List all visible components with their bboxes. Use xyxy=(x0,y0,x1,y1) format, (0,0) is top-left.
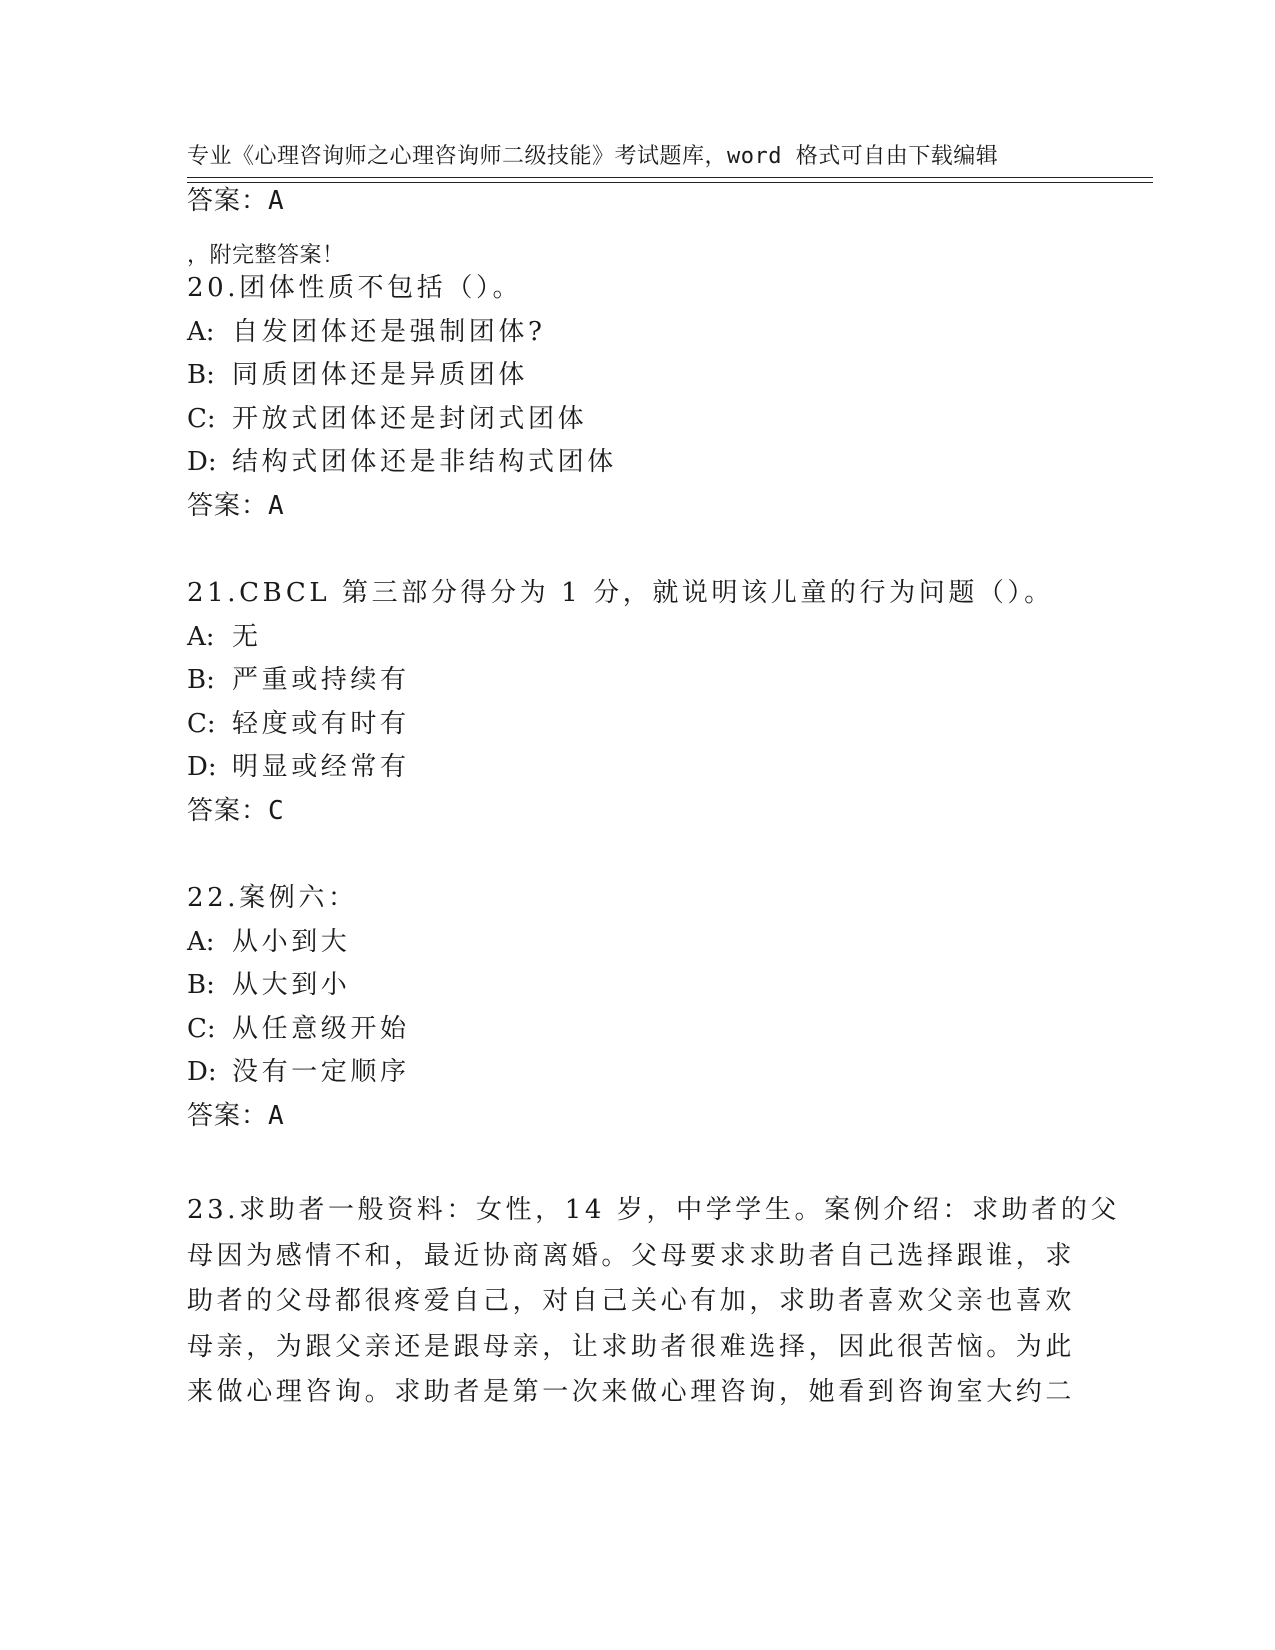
question-21-option-a xyxy=(187,622,262,652)
option-text: 没有一定顺序 xyxy=(232,1057,410,1087)
option-key: D: xyxy=(187,447,217,477)
option-text: 从小到大 xyxy=(232,927,351,957)
header-line-1: 专业《心理咨询师之心理咨询师二级技能》考试题库，word 格式可自由下载编辑 xyxy=(187,144,999,169)
option-text: 明显或经常有 xyxy=(232,752,410,782)
question-23-line-1: 23.求助者一般资料：女性，14 岁，中学学生。案例介绍：求助者的父 xyxy=(187,1195,1121,1225)
option-text: 自发团体还是强制团体? xyxy=(232,317,546,347)
option-key: C: xyxy=(187,1014,216,1044)
option-text: 从大到小 xyxy=(232,970,351,1000)
option-text: 结构式团体还是非结构式团体 xyxy=(232,447,617,477)
header-divider-top xyxy=(187,177,1153,178)
question-21-option-b xyxy=(187,665,410,695)
option-key: C: xyxy=(187,709,216,739)
question-23-line-4: 母亲，为跟父亲还是跟母亲，让求助者很难选择，因此很苦恼。为此 xyxy=(187,1331,1076,1362)
question-20-option-a xyxy=(187,317,546,347)
option-key: A: xyxy=(187,317,215,347)
question-23-line-2: 母因为感情不和，最近协商离婚。父母要求求助者自己选择跟谁，求 xyxy=(187,1240,1076,1271)
option-key: A: xyxy=(187,927,215,957)
question-22-option-c xyxy=(187,1014,410,1044)
question-22-option-b xyxy=(187,970,350,1000)
header-divider-bottom xyxy=(187,182,1153,183)
question-20-option-b xyxy=(187,360,528,390)
option-text: 无 xyxy=(232,622,262,652)
option-text: 严重或持续有 xyxy=(232,665,410,695)
option-text: 同质团体还是异质团体 xyxy=(232,360,529,390)
question-22-answer: 答案：A xyxy=(187,1101,285,1131)
question-20-option-c xyxy=(187,404,587,434)
question-20-answer: 答案：A xyxy=(187,491,285,521)
option-key: C: xyxy=(187,404,216,434)
question-22-stem: 22.案例六： xyxy=(187,883,358,913)
question-23-paragraph xyxy=(187,1188,1121,1416)
option-key: D: xyxy=(187,1057,217,1087)
option-key: D: xyxy=(187,752,217,782)
option-text: 轻度或有时有 xyxy=(232,709,410,739)
option-key: B: xyxy=(187,970,215,1000)
question-21-stem: 21.CBCL 第三部分得分为 1 分，就说明该儿童的行为问题（）。 xyxy=(187,578,1054,608)
question-21-option-c xyxy=(187,709,410,739)
question-20-option-d xyxy=(187,447,617,477)
option-text: 开放式团体还是封闭式团体 xyxy=(232,404,588,434)
option-text: 从任意级开始 xyxy=(232,1014,410,1044)
option-key: A: xyxy=(187,622,215,652)
question-20-stem: 20.团体性质不包括（）。 xyxy=(187,273,523,303)
option-key: B: xyxy=(187,360,215,390)
answer-prev: 答案：A xyxy=(187,186,285,216)
question-23-line-3: 助者的父母都很疼爱自己，对自己关心有加，求助者喜欢父亲也喜欢 xyxy=(187,1286,1076,1316)
option-key: B: xyxy=(187,665,215,695)
question-22-option-d xyxy=(187,1057,410,1087)
question-23-line-5: 来做心理咨询。求助者是第一次来做心理咨询，她看到咨询室大约二 xyxy=(187,1377,1076,1407)
question-21-option-d xyxy=(187,752,410,782)
question-21-answer: 答案：C xyxy=(187,796,285,826)
question-22-option-a xyxy=(187,927,350,957)
header-line-2: ，附完整答案！ xyxy=(187,243,345,268)
